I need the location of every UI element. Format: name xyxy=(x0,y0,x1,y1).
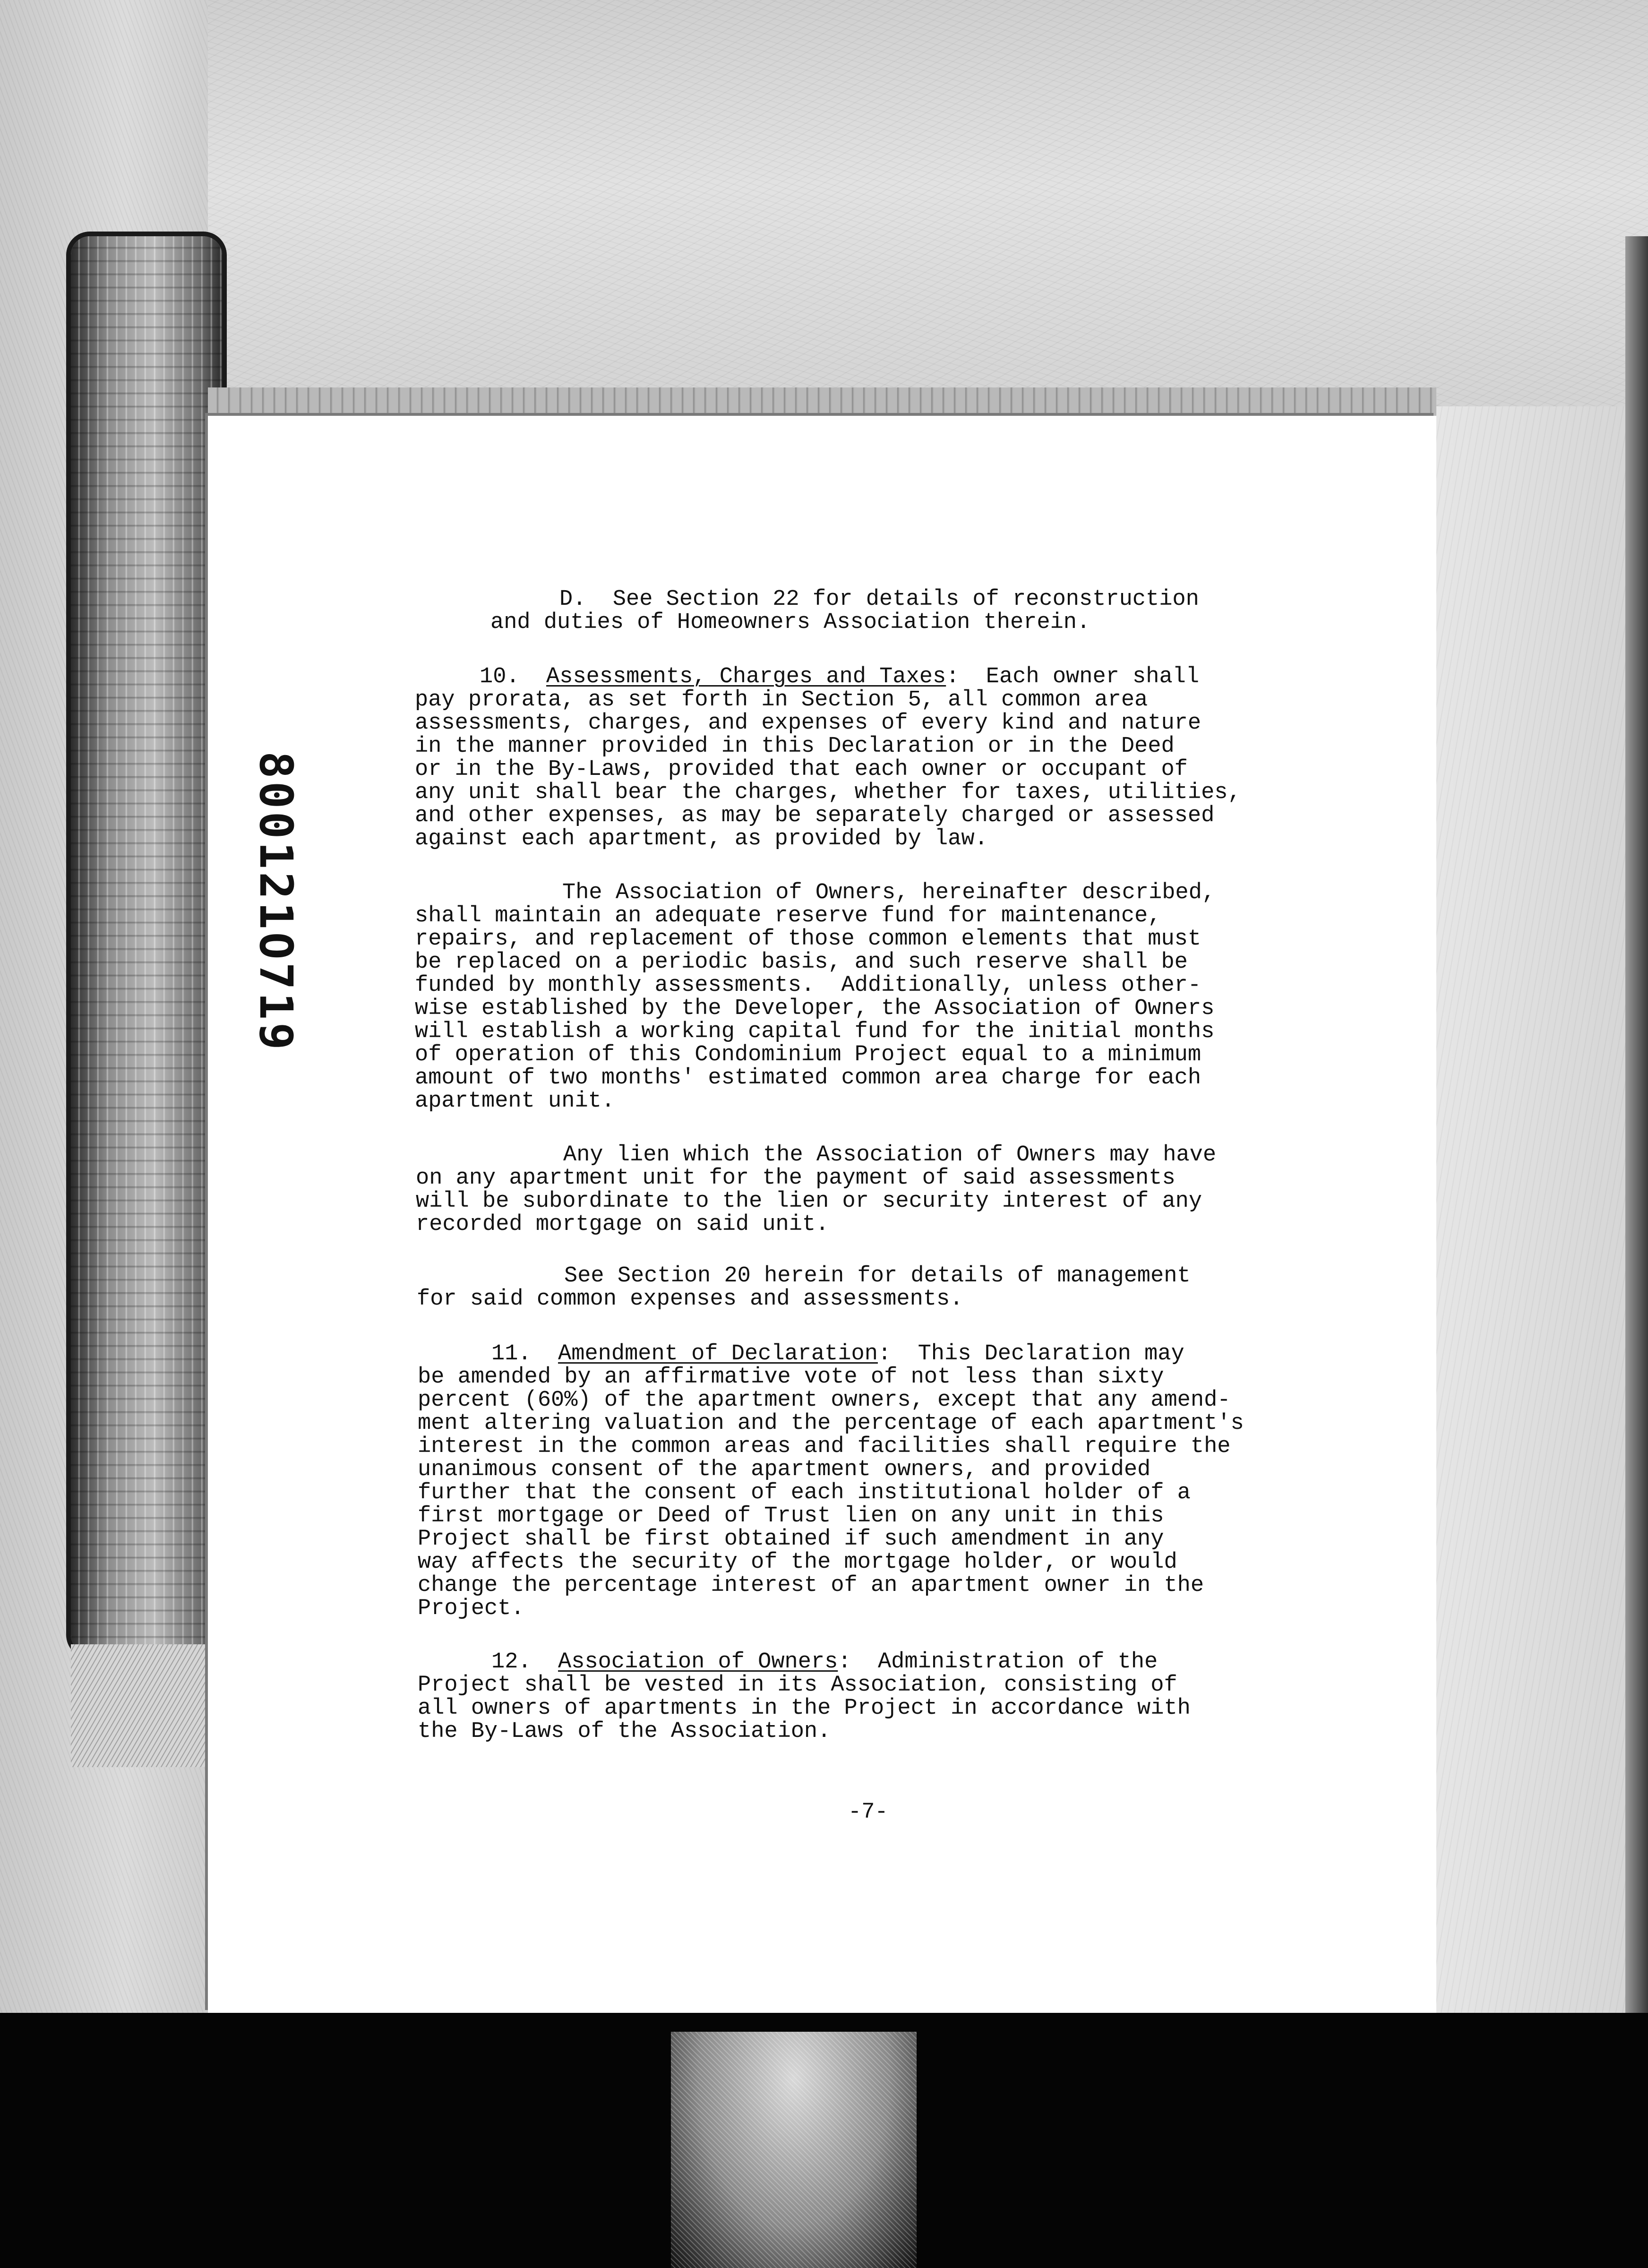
reserve-para-line: of operation of this Condominium Project equal to a minimum xyxy=(415,1042,1202,1067)
section-10-line: and other expenses, as may be separately charged or assessed xyxy=(415,803,1215,828)
reserve-para-line: will establish a working capital fund for the initial months xyxy=(415,1019,1215,1044)
page-number: -7- xyxy=(848,1800,888,1825)
section-12-line: the By-Laws of the Association. xyxy=(418,1719,831,1744)
section-11-heading-rest: : This Declaration may xyxy=(877,1341,1184,1366)
section-10-line: against each apartment, as provided by law. xyxy=(415,826,988,851)
lien-para-line: on any apartment unit for the payment of said assessments xyxy=(416,1166,1176,1191)
reserve-para-line: amount of two months' estimated common area charge for each xyxy=(415,1065,1202,1091)
section-11-line: way affects the security of the mortgage holder, or would xyxy=(418,1550,1177,1575)
section-11-line: be amended by an affirmative vote of not less than sixty xyxy=(418,1365,1164,1390)
section-11-heading: Amendment of Declaration xyxy=(558,1341,878,1366)
reserve-para-line: funded by monthly assessments. Additionally, unless other- xyxy=(415,973,1202,998)
lien-para-line: will be subordinate to the lien or security interest of any xyxy=(416,1189,1202,1214)
section-10-line: assessments, charges, and expenses of every kind and nature xyxy=(415,711,1202,736)
section-10-line: any unit shall bear the charges, whether for taxes, utilities, xyxy=(415,780,1241,805)
section-11-number: 11. xyxy=(491,1341,532,1366)
section-12-heading-line xyxy=(491,1650,1158,1674)
binder-strip xyxy=(71,236,222,1654)
section-11-line: first mortgage or Deed of Trust lien on any unit in this xyxy=(418,1503,1164,1529)
lien-para-line: Any lien which the Association of Owners may have xyxy=(563,1143,1217,1168)
section-12-heading: Association of Owners xyxy=(558,1649,838,1675)
margin-stamp-number: 800121O719 xyxy=(249,751,302,1053)
document-text xyxy=(208,416,1436,2013)
section-11-line: further that the consent of each institutional holder of a xyxy=(418,1480,1191,1505)
section-12-heading-rest: : Administration of the xyxy=(838,1649,1158,1675)
section-11-line: unanimous consent of the apartment owners, and provided xyxy=(418,1457,1151,1482)
document-page xyxy=(208,416,1436,2013)
scan-bottom-artifact xyxy=(671,2032,917,2268)
section-11-line: percent (60%) of the apartment owners, except that any amend- xyxy=(418,1388,1231,1413)
scan-right-edge xyxy=(1625,236,1648,2060)
see-section-20-line: for said common expenses and assessments. xyxy=(417,1287,963,1312)
section-11-line: Project. xyxy=(418,1596,524,1621)
binder-strip-end xyxy=(71,1644,222,1767)
reserve-para-line: apartment unit. xyxy=(415,1089,615,1114)
section-11-heading-line xyxy=(491,1342,1184,1366)
page-top-band xyxy=(208,387,1436,416)
reserve-para-line: The Association of Owners, hereinafter described, xyxy=(562,880,1216,905)
section-10-heading-line xyxy=(480,665,1199,689)
section-11-line: ment altering valuation and the percentage of each apartment's xyxy=(418,1411,1244,1436)
section-10-line: pay prorata, as set forth in Section 5, all common area xyxy=(415,687,1148,713)
para-d-line-1: D. See Section 22 for details of reconstruction xyxy=(559,587,1199,612)
section-10-line: or in the By-Laws, provided that each owner or occupant of xyxy=(415,757,1188,782)
section-10-number: 10. xyxy=(480,664,520,689)
section-10-line: in the manner provided in this Declaration or in the Deed xyxy=(415,734,1175,759)
section-10-heading: Assessments, Charges and Taxes xyxy=(546,664,946,689)
reserve-para-line: wise established by the Developer, the Association of Owners xyxy=(415,996,1215,1021)
reserve-para-line: shall maintain an adequate reserve fund for maintenance, xyxy=(415,903,1161,928)
section-11-line: change the percentage interest of an apartment owner in the xyxy=(418,1573,1204,1598)
para-d-line-2: and duties of Homeowners Association therein. xyxy=(490,610,1090,635)
see-section-20-line: See Section 20 herein for details of management xyxy=(564,1263,1191,1289)
section-12-line: Project shall be vested in its Association, consisting of xyxy=(418,1673,1177,1698)
scan-background-right xyxy=(1436,406,1648,2060)
section-12-line: all owners of apartments in the Project in accordance with xyxy=(418,1696,1191,1721)
section-12-number: 12. xyxy=(491,1649,532,1675)
section-11-line: Project shall be first obtained if such amendment in any xyxy=(418,1527,1164,1552)
reserve-para-line: repairs, and replacement of those common elements that must xyxy=(415,927,1202,952)
section-10-heading-rest: : Each owner shall xyxy=(946,664,1200,689)
lien-para-line: recorded mortgage on said unit. xyxy=(416,1212,829,1237)
reserve-para-line: be replaced on a periodic basis, and such reserve shall be xyxy=(415,950,1188,975)
section-11-line: interest in the common areas and facilities shall require the xyxy=(418,1434,1231,1459)
